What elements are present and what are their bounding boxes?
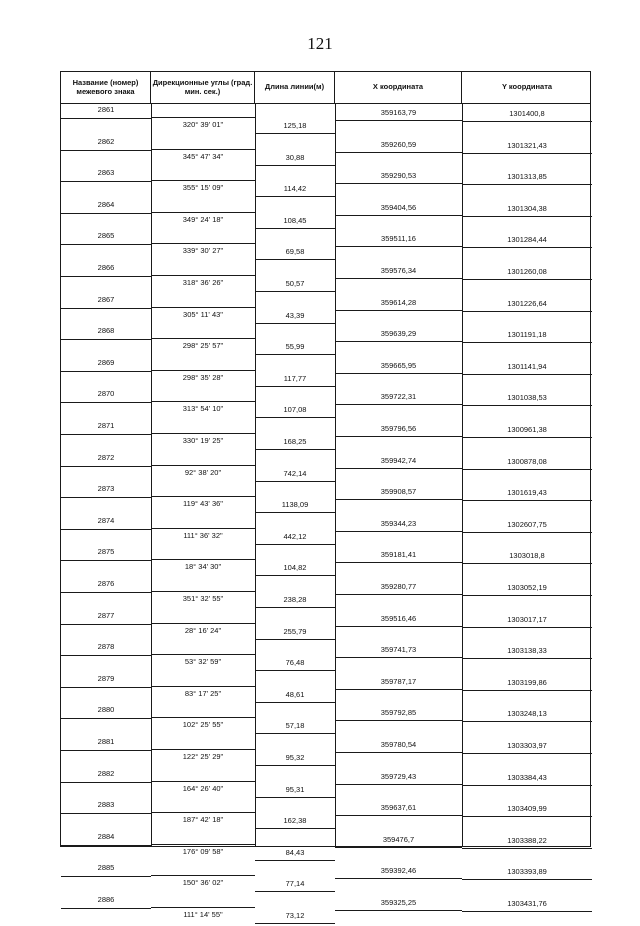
cell-underline (462, 437, 592, 438)
direction-angle: 176° 09' 58" (182, 846, 224, 856)
cell-underline (61, 592, 151, 593)
cell-underline (151, 370, 255, 371)
x-coordinate: 359181,41 (380, 550, 417, 560)
line-length: 69,58 (285, 247, 305, 257)
point-number: 2874 (97, 515, 115, 525)
y-coordinate: 1301619,43 (507, 488, 547, 498)
point-number: 2875 (97, 547, 115, 557)
cell-underline (462, 311, 592, 312)
x-coordinate: 359780,54 (380, 740, 417, 749)
cell-underline (462, 785, 592, 786)
point-number: 2886 (97, 895, 115, 904)
y-coordinate: 1301226,64 (507, 298, 547, 308)
direction-angle: 111° 36' 32" (183, 530, 223, 540)
line-length: 1138,09 (281, 500, 309, 510)
cell-underline (151, 591, 255, 592)
cell-underline (151, 844, 255, 845)
direction-angle: 320° 39' 01" (182, 120, 224, 129)
cell-underline (255, 259, 335, 260)
table-row (61, 388, 590, 420)
y-coordinate: 1303138,33 (507, 646, 547, 656)
table-row (61, 199, 590, 231)
cell-underline (462, 658, 592, 659)
cell-underline (151, 149, 255, 150)
cell-underline (151, 401, 255, 402)
y-coordinate: 1301260,08 (507, 267, 547, 276)
line-length: 742,14 (283, 468, 307, 478)
y-coordinate: 1300961,38 (507, 425, 547, 434)
x-coordinate: 359729,43 (380, 771, 417, 781)
cell-underline (151, 781, 255, 782)
header-y: Y координата (501, 82, 553, 92)
cell-underline (255, 639, 335, 640)
cell-underline (335, 246, 462, 247)
cell-underline (151, 623, 255, 624)
cell-underline (462, 184, 592, 185)
cell-underline (335, 404, 462, 405)
line-length: 114,42 (283, 184, 307, 194)
cell-underline (151, 686, 255, 687)
direction-angle: 164° 26' 40" (182, 783, 224, 793)
cell-underline (151, 875, 255, 876)
cell-underline (61, 813, 151, 814)
cell-underline (335, 594, 462, 595)
header-x: X координата (335, 72, 462, 103)
x-coordinate: 359942,74 (380, 455, 417, 465)
cell-underline (462, 879, 592, 880)
cell-underline (61, 402, 151, 403)
y-coordinate: 1303409,99 (507, 804, 547, 814)
line-length: 76,48 (285, 658, 305, 668)
table-row (61, 736, 590, 768)
table-row (61, 799, 590, 831)
cell-underline (462, 595, 592, 596)
cell-underline (151, 654, 255, 655)
cell-underline (255, 891, 335, 892)
y-coordinate: 1301284,44 (507, 235, 547, 245)
cell-underline (335, 752, 462, 753)
direction-angle: 53° 32' 59" (184, 657, 222, 667)
cell-underline (255, 575, 335, 576)
cell-underline (335, 878, 462, 879)
point-number: 2862 (97, 136, 115, 146)
x-coordinate: 359741,73 (380, 645, 417, 655)
cell-underline (151, 275, 255, 276)
direction-angle: 355° 15' 09" (182, 183, 224, 193)
y-coordinate: 1301191,18 (507, 330, 547, 340)
cell-underline (61, 845, 151, 846)
y-coordinate: 1303018,8 (509, 551, 545, 561)
cell-underline (462, 848, 592, 849)
direction-angle: 351° 32' 55" (182, 594, 224, 603)
point-number: 2863 (97, 168, 115, 178)
line-length: 50,57 (285, 279, 305, 288)
cell-underline (335, 436, 462, 437)
cell-underline (462, 374, 592, 375)
y-coordinate: 1303431,76 (507, 899, 547, 908)
cell-underline (255, 860, 335, 861)
line-length: 108,45 (283, 215, 307, 225)
line-length: 48,61 (285, 689, 305, 699)
line-length: 125,18 (283, 121, 307, 130)
direction-angle: 122° 25' 29" (182, 752, 224, 761)
point-number: 2883 (97, 800, 115, 810)
point-number: 2870 (97, 389, 115, 399)
cell-underline (61, 876, 151, 877)
header-angles: Дирекционные углы (град. мин. сек.) (151, 72, 255, 103)
cell-underline (61, 308, 151, 309)
cell-underline (462, 721, 592, 722)
x-coordinate: 359787,17 (380, 676, 417, 686)
cell-underline (462, 500, 592, 501)
cell-underline (335, 341, 462, 342)
direction-angle: 92° 38' 20" (184, 467, 222, 477)
direction-angle: 298° 25' 57" (182, 341, 224, 351)
cell-underline (255, 323, 335, 324)
direction-angle: 28° 16' 24" (184, 625, 222, 635)
y-coordinate: 1301321,43 (507, 140, 547, 150)
direction-angle: 119° 43' 36" (183, 499, 223, 509)
cell-underline (151, 749, 255, 750)
cell-underline (255, 670, 335, 671)
x-coordinate: 359163,79 (380, 108, 417, 117)
table-row (61, 262, 590, 294)
cell-underline (151, 496, 255, 497)
cell-underline (151, 243, 255, 244)
table-row (61, 831, 590, 863)
cell-underline (255, 481, 335, 482)
cell-underline (335, 499, 462, 500)
cell-underline (335, 847, 462, 848)
cell-underline (61, 371, 151, 372)
cell-underline (335, 215, 462, 216)
table-row (61, 230, 590, 262)
cell-underline (151, 559, 255, 560)
table-header (61, 72, 590, 104)
x-coordinate: 359908,57 (380, 487, 417, 497)
cell-underline (335, 784, 462, 785)
cell-underline (462, 469, 592, 470)
cell-underline (255, 133, 335, 134)
line-length: 77,14 (285, 879, 305, 889)
cell-underline (255, 291, 335, 292)
table-row (61, 325, 590, 357)
coordinates-table (60, 71, 591, 920)
point-number: 2879 (97, 673, 115, 683)
point-number: 2866 (97, 263, 115, 272)
header-name: Название (номер) межевого знака (61, 72, 151, 103)
x-coordinate: 359792,85 (380, 708, 417, 718)
cell-underline (255, 196, 335, 197)
cell-underline (462, 247, 592, 248)
table-row (61, 452, 590, 484)
point-number: 2871 (97, 421, 115, 430)
table-row (61, 515, 590, 547)
line-length: 95,32 (285, 753, 305, 762)
cell-underline (255, 607, 335, 608)
line-length: 73,12 (285, 911, 305, 920)
cell-underline (335, 720, 462, 721)
direction-angle: 318° 36' 26" (182, 278, 224, 287)
y-coordinate: 1303052,19 (507, 583, 547, 592)
direction-angle: 83° 17' 25" (184, 688, 222, 698)
x-coordinate: 359665,95 (380, 360, 417, 370)
y-coordinate: 1303248,13 (507, 709, 547, 719)
y-coordinate: 1302607,75 (507, 519, 547, 529)
table-row (61, 673, 590, 705)
line-length: 43,39 (285, 310, 305, 320)
line-length: 57,18 (285, 721, 305, 731)
cell-underline (61, 655, 151, 656)
cell-underline (462, 753, 592, 754)
cell-underline (61, 213, 151, 214)
cell-underline (255, 449, 335, 450)
cell-underline (61, 529, 151, 530)
direction-angle: 345° 47' 34" (182, 151, 224, 161)
cell-underline (61, 687, 151, 688)
point-number: 2864 (97, 199, 115, 209)
table-row (61, 483, 590, 515)
point-number: 2873 (97, 484, 115, 494)
cell-underline (462, 121, 592, 122)
point-number: 2868 (97, 326, 115, 336)
line-length: 442,12 (283, 531, 307, 541)
cell-underline (151, 528, 255, 529)
cell-underline (462, 627, 592, 628)
table-row (61, 294, 590, 326)
cell-underline (335, 152, 462, 153)
cell-underline (61, 276, 151, 277)
cell-underline (151, 180, 255, 181)
cell-underline (255, 828, 335, 829)
direction-angle: 339° 30' 27" (182, 246, 224, 256)
y-coordinate: 1301304,38 (507, 203, 547, 213)
y-coordinate: 1301400,8 (509, 109, 545, 118)
cell-underline (61, 560, 151, 561)
y-coordinate: 1301038,53 (507, 393, 547, 403)
cell-underline (61, 908, 151, 909)
cell-underline (255, 702, 335, 703)
x-coordinate: 359576,34 (380, 266, 417, 275)
cell-underline (335, 373, 462, 374)
cell-underline (61, 497, 151, 498)
x-coordinate: 359614,28 (380, 297, 417, 307)
direction-angle: 349° 24' 18" (182, 214, 224, 224)
cell-underline (335, 310, 462, 311)
table-row (61, 704, 590, 736)
line-length: 84,43 (285, 847, 305, 857)
x-coordinate: 359639,29 (380, 329, 417, 339)
table-row (61, 768, 590, 800)
direction-angle: 111° 14' 55" (183, 910, 223, 919)
cell-underline (462, 911, 592, 912)
x-coordinate: 359290,53 (380, 171, 417, 181)
point-number: 2885 (97, 863, 115, 873)
cell-underline (335, 531, 462, 532)
point-number: 2872 (97, 452, 115, 462)
y-coordinate: 1303393,89 (507, 867, 547, 877)
y-coordinate: 1303199,86 (507, 677, 547, 687)
x-coordinate: 359516,46 (380, 613, 417, 623)
cell-underline (151, 338, 255, 339)
x-coordinate: 359637,61 (380, 803, 417, 813)
direction-angle: 298° 35' 28" (182, 372, 224, 382)
x-coordinate: 359511,16 (381, 234, 416, 244)
x-coordinate: 359325,25 (380, 898, 417, 907)
point-number: 2882 (97, 768, 115, 778)
table-row (61, 167, 590, 199)
table-row (61, 641, 590, 673)
direction-angle: 150° 36' 02" (182, 878, 224, 888)
line-length: 104,82 (283, 563, 307, 573)
direction-angle: 305° 11' 43" (183, 309, 223, 319)
cell-underline (151, 907, 255, 908)
cell-underline (255, 544, 335, 545)
direction-angle: 18° 34' 30" (184, 562, 222, 572)
y-coordinate: 1301141,94 (507, 361, 547, 371)
x-coordinate: 359280,77 (380, 582, 417, 591)
cell-underline (255, 733, 335, 734)
direction-angle: 313° 54' 10" (182, 404, 224, 414)
point-number: 2867 (97, 294, 115, 304)
x-coordinate: 359392,46 (380, 866, 417, 876)
page-number: 121 (307, 34, 333, 53)
y-coordinate: 1300878,08 (507, 456, 547, 466)
cell-underline (255, 228, 335, 229)
table-row (61, 420, 590, 452)
line-length: 168,25 (283, 437, 307, 446)
line-length: 162,38 (283, 816, 307, 826)
table-row (61, 136, 590, 168)
cell-underline (61, 150, 151, 151)
cell-underline (61, 466, 151, 467)
cell-underline (255, 512, 335, 513)
table-row (61, 357, 590, 389)
y-coordinate: 1303017,17 (507, 614, 547, 624)
cell-underline (255, 417, 335, 418)
line-length: 117,77 (283, 373, 307, 383)
table-row (61, 578, 590, 610)
table-row (61, 862, 590, 894)
point-number: 2878 (97, 642, 115, 652)
direction-angle: 330° 19' 25" (182, 436, 224, 445)
cell-underline (255, 765, 335, 766)
point-number: 2880 (97, 705, 115, 715)
y-coordinate: 1301313,85 (507, 172, 547, 182)
point-number: 2865 (97, 231, 115, 241)
cell-underline (462, 816, 592, 817)
cell-underline (335, 278, 462, 279)
cell-underline (151, 117, 255, 118)
cell-underline (255, 354, 335, 355)
line-length: 255,79 (283, 626, 307, 636)
cell-underline (255, 923, 335, 924)
cell-underline (462, 563, 592, 564)
line-length: 30,88 (285, 152, 305, 162)
table-row (61, 894, 590, 926)
table-row (61, 104, 590, 136)
line-length: 95,31 (285, 784, 305, 794)
cell-underline (61, 624, 151, 625)
cell-underline (61, 181, 151, 182)
cell-underline (335, 626, 462, 627)
table-row (61, 546, 590, 578)
cell-underline (61, 434, 151, 435)
cell-underline (61, 782, 151, 783)
point-number: 2877 (97, 610, 115, 620)
cell-underline (462, 342, 592, 343)
cell-underline (151, 717, 255, 718)
table-row (61, 610, 590, 642)
x-coordinate: 359476,7 (382, 834, 415, 844)
cell-underline (151, 465, 255, 466)
cell-underline (335, 468, 462, 469)
cell-underline (335, 183, 462, 184)
point-number: 2869 (97, 357, 115, 367)
cell-underline (462, 153, 592, 154)
cell-underline (61, 244, 151, 245)
header-length: Длина линии(м) (255, 72, 335, 103)
cell-underline (462, 216, 592, 217)
cell-underline (335, 689, 462, 690)
cell-underline (61, 339, 151, 340)
point-number: 2881 (97, 737, 115, 746)
line-length: 238,28 (283, 595, 307, 604)
cell-underline (151, 212, 255, 213)
cell-underline (462, 690, 592, 691)
cell-underline (255, 386, 335, 387)
x-coordinate: 359260,59 (380, 139, 417, 149)
line-length: 107,08 (283, 405, 307, 415)
direction-angle: 187° 42' 18" (182, 815, 224, 825)
cell-underline (151, 433, 255, 434)
y-coordinate: 1303384,43 (507, 772, 547, 782)
cell-underline (335, 910, 462, 911)
cell-underline (462, 405, 592, 406)
x-coordinate: 359722,31 (380, 392, 417, 402)
cell-underline (335, 815, 462, 816)
cell-underline (151, 812, 255, 813)
cell-underline (462, 279, 592, 280)
line-length: 55,99 (285, 342, 305, 352)
x-coordinate: 359796,56 (380, 424, 417, 433)
cell-underline (255, 797, 335, 798)
cell-underline (335, 657, 462, 658)
y-coordinate: 1303388,22 (507, 835, 547, 845)
cell-underline (61, 750, 151, 751)
cell-underline (61, 718, 151, 719)
cell-underline (255, 165, 335, 166)
point-number: 2876 (97, 579, 115, 588)
point-number: 2861 (97, 105, 115, 114)
cell-underline (335, 562, 462, 563)
cell-underline (335, 120, 462, 121)
cell-underline (151, 307, 255, 308)
direction-angle: 102° 25' 55" (182, 720, 224, 730)
cell-underline (61, 118, 151, 119)
x-coordinate: 359344,23 (380, 518, 417, 528)
cell-underline (462, 532, 592, 533)
x-coordinate: 359404,56 (380, 202, 417, 212)
point-number: 2884 (97, 831, 115, 841)
y-coordinate: 1303303,97 (507, 741, 547, 750)
